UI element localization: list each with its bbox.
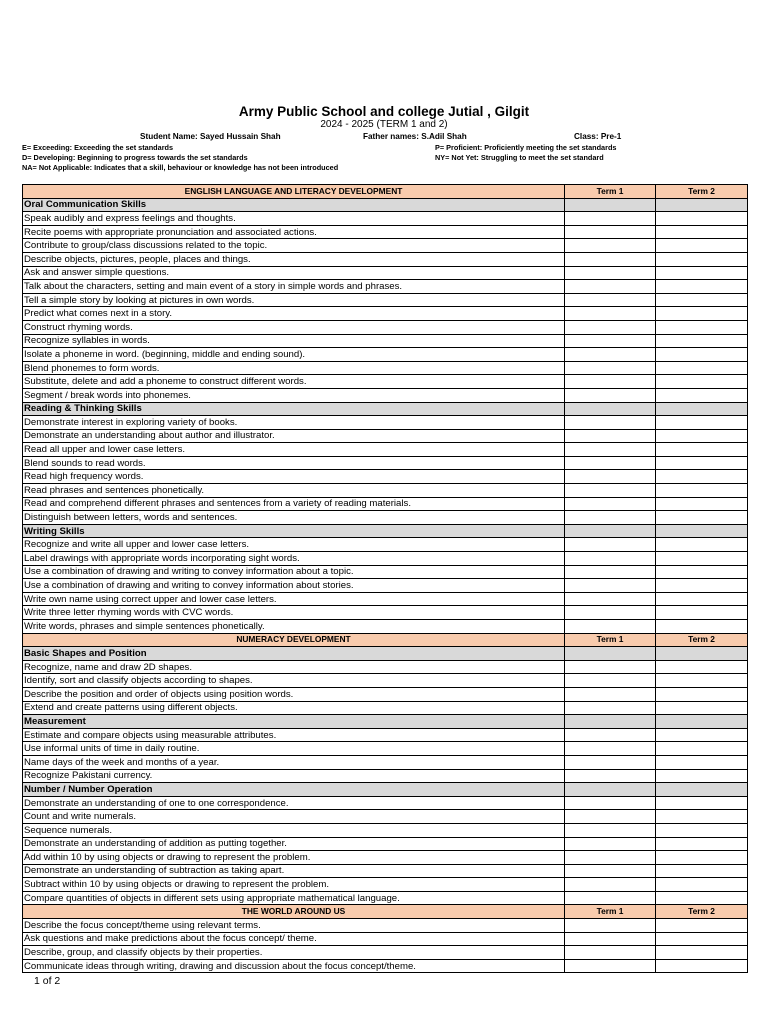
skill-row [23,484,748,498]
skill-description: Demonstrate an understanding of addition as putting together. [23,837,565,851]
skill-row [23,606,748,620]
term2-grade-cell [656,225,748,239]
term2-grade-cell [656,864,748,878]
skill-row [23,212,748,226]
skill-group-title: Oral Communication Skills [23,198,565,212]
section-title: NUMERACY DEVELOPMENT [23,633,565,647]
school-title: Army Public School and college Jutial , Gilgit [238,104,530,119]
term2-grade-cell [656,959,748,973]
legend-not-yet: NY= Not Yet: Struggling to meet the set standard [435,153,604,162]
term2-grade-cell [656,266,748,280]
term1-grade-cell [565,959,656,973]
skill-row [23,592,748,606]
term2-grade-cell [656,239,748,253]
skill-description: Estimate and compare objects using measurable attributes. [23,728,565,742]
skill-description: Recite poems with appropriate pronunciation and associated actions. [23,225,565,239]
skill-description: Describe the position and order of objects using position words. [23,687,565,701]
term1-header: Term 1 [565,905,656,919]
term2-grade-cell [656,769,748,783]
term1-grade-cell [565,511,656,525]
skill-row [23,293,748,307]
term2-grade-cell [656,579,748,593]
term1-grade-cell [565,348,656,362]
term1-grade-cell [565,375,656,389]
term2-grade-cell [656,497,748,511]
skill-row [23,878,748,892]
term2-grade-cell [656,320,748,334]
skill-row [23,919,748,933]
term1-cell [565,647,656,661]
term1-grade-cell [565,388,656,402]
term1-grade-cell [565,484,656,498]
skill-description: Describe the focus concept/theme using relevant terms. [23,919,565,933]
term1-cell [565,715,656,729]
skill-row [23,320,748,334]
term2-grade-cell [656,592,748,606]
term1-grade-cell [565,728,656,742]
skill-row [23,620,748,634]
term2-grade-cell [656,348,748,362]
skill-description: Blend sounds to read words. [23,456,565,470]
term2-grade-cell [656,837,748,851]
skill-description: Predict what comes next in a story. [23,307,565,321]
term2-grade-cell [656,891,748,905]
term2-grade-cell [656,252,748,266]
term2-grade-cell [656,606,748,620]
term1-cell [565,783,656,797]
skill-row [23,361,748,375]
term1-grade-cell [565,769,656,783]
skill-row [23,334,748,348]
term2-grade-cell [656,851,748,865]
section-title: ENGLISH LANGUAGE AND LITERACY DEVELOPMENT [23,185,565,199]
term2-grade-cell [656,388,748,402]
term2-grade-cell [656,334,748,348]
term1-grade-cell [565,810,656,824]
skill-group-row [23,402,748,416]
term1-grade-cell [565,225,656,239]
term1-header: Term 1 [565,633,656,647]
skill-description: Use a combination of drawing and writing to convey information about stories. [23,579,565,593]
term1-grade-cell [565,660,656,674]
term1-header: Term 1 [565,185,656,199]
skill-description: Distinguish between letters, words and sentences. [23,511,565,525]
skill-row [23,225,748,239]
term1-grade-cell [565,891,656,905]
skill-description: Name days of the week and months of a year. [23,755,565,769]
term1-grade-cell [565,565,656,579]
term1-grade-cell [565,674,656,688]
skill-row [23,266,748,280]
term1-grade-cell [565,755,656,769]
skill-row [23,307,748,321]
term2-grade-cell [656,742,748,756]
term1-grade-cell [565,620,656,634]
term2-grade-cell [656,687,748,701]
term1-grade-cell [565,443,656,457]
skill-description: Write three letter rhyming words with CVC words. [23,606,565,620]
skill-row [23,252,748,266]
term2-grade-cell [656,212,748,226]
skill-description: Demonstrate interest in exploring variety of books. [23,416,565,430]
term2-grade-cell [656,946,748,960]
term1-grade-cell [565,878,656,892]
term2-grade-cell [656,796,748,810]
skill-row [23,837,748,851]
skill-group-title: Reading & Thinking Skills [23,402,565,416]
skill-row [23,755,748,769]
term1-grade-cell [565,687,656,701]
skill-row [23,416,748,430]
term1-grade-cell [565,538,656,552]
skill-row [23,701,748,715]
skill-row [23,443,748,457]
term2-header: Term 2 [656,633,748,647]
skill-row [23,728,748,742]
skill-group-title: Writing Skills [23,524,565,538]
skill-description: Recognize, name and draw 2D shapes. [23,660,565,674]
term2-cell [656,198,748,212]
skill-group-row [23,524,748,538]
skill-description: Read all upper and lower case letters. [23,443,565,457]
skill-row [23,796,748,810]
term2-header: Term 2 [656,185,748,199]
skill-description: Demonstrate an understanding of one to one correspondence. [23,796,565,810]
skill-row [23,375,748,389]
skill-row [23,891,748,905]
skill-description: Write own name using correct upper and lower case letters. [23,592,565,606]
term1-grade-cell [565,252,656,266]
legend-proficient: P= Proficient: Proficiently meeting the set standards [435,143,617,152]
term1-grade-cell [565,932,656,946]
term2-grade-cell [656,728,748,742]
skill-row [23,769,748,783]
term1-cell [565,524,656,538]
page-number: 1 of 2 [34,975,61,987]
term1-grade-cell [565,579,656,593]
father-name: Father names: S.Adil Shah [363,132,467,141]
term2-grade-cell [656,443,748,457]
term1-grade-cell [565,429,656,443]
skill-description: Communicate ideas through writing, drawing and discussion about the focus concept/theme. [23,959,565,973]
term1-grade-cell [565,280,656,294]
skill-description: Read and comprehend different phrases and sentences from a variety of reading materials. [23,497,565,511]
skill-description: Count and write numerals. [23,810,565,824]
term1-grade-cell [565,552,656,566]
term1-grade-cell [565,837,656,851]
section-header-row [23,185,748,199]
term2-grade-cell [656,660,748,674]
term2-grade-cell [656,375,748,389]
skill-description: Use informal units of time in daily routine. [23,742,565,756]
term1-cell [565,198,656,212]
skill-row [23,959,748,973]
skill-row [23,552,748,566]
skill-row [23,239,748,253]
session-label: 2024 - 2025 (TERM 1 and 2) [320,119,448,130]
skill-description: Compare quantities of objects in different sets using appropriate mathematical language. [23,891,565,905]
skill-description: Blend phonemes to form words. [23,361,565,375]
class-label: Class: Pre-1 [574,132,622,141]
skill-description: Recognize syllables in words. [23,334,565,348]
skill-description: Use a combination of drawing and writing to convey information about a topic. [23,565,565,579]
skill-description: Extend and create patterns using different objects. [23,701,565,715]
term2-grade-cell [656,429,748,443]
term1-grade-cell [565,239,656,253]
term2-grade-cell [656,919,748,933]
term2-grade-cell [656,416,748,430]
skill-row [23,538,748,552]
skill-description: Substitute, delete and add a phoneme to construct different words. [23,375,565,389]
term1-grade-cell [565,823,656,837]
term2-cell [656,647,748,661]
skill-description: Describe, group, and classify objects by their properties. [23,946,565,960]
skill-description: Recognize and write all upper and lower case letters. [23,538,565,552]
skill-group-title: Basic Shapes and Position [23,647,565,661]
term2-cell [656,524,748,538]
skill-description: Demonstrate an understanding of subtraction as taking apart. [23,864,565,878]
term1-grade-cell [565,606,656,620]
term1-grade-cell [565,497,656,511]
skill-group-row [23,715,748,729]
term2-cell [656,402,748,416]
skill-row [23,565,748,579]
skill-description: Describe objects, pictures, people, places and things. [23,252,565,266]
skill-row [23,497,748,511]
skill-description: Ask questions and make predictions about the focus concept/ theme. [23,932,565,946]
term1-grade-cell [565,293,656,307]
term2-grade-cell [656,552,748,566]
skill-group-row [23,783,748,797]
skill-description: Construct rhyming words. [23,320,565,334]
skill-row [23,946,748,960]
term2-cell [656,783,748,797]
skill-description: Segment / break words into phonemes. [23,388,565,402]
term2-grade-cell [656,755,748,769]
term1-grade-cell [565,334,656,348]
term1-grade-cell [565,470,656,484]
skill-description: Talk about the characters, setting and main event of a story in simple words and phrases. [23,280,565,294]
legend-not-applicable: NA= Not Applicable: Indicates that a skill, behaviour or knowledge has not been introduced [22,163,339,172]
skill-row [23,674,748,688]
skill-description: Add within 10 by using objects or drawing to represent the problem. [23,851,565,865]
skill-description: Write words, phrases and simple sentences phonetically. [23,620,565,634]
skill-group-row [23,647,748,661]
section-title: THE WORLD AROUND US [23,905,565,919]
term1-cell [565,402,656,416]
skill-description: Isolate a phoneme in word. (beginning, middle and ending sound). [23,348,565,362]
skill-row [23,280,748,294]
skill-description: Contribute to group/class discussions related to the topic. [23,239,565,253]
term2-grade-cell [656,810,748,824]
term2-grade-cell [656,823,748,837]
term2-grade-cell [656,620,748,634]
term2-grade-cell [656,484,748,498]
term1-grade-cell [565,416,656,430]
skill-group-title: Number / Number Operation [23,783,565,797]
skill-row [23,429,748,443]
term1-grade-cell [565,320,656,334]
skill-row [23,864,748,878]
skill-row [23,823,748,837]
term1-grade-cell [565,592,656,606]
skill-row [23,456,748,470]
skill-row [23,388,748,402]
skill-description: Ask and answer simple questions. [23,266,565,280]
term2-grade-cell [656,565,748,579]
term1-grade-cell [565,361,656,375]
term1-grade-cell [565,456,656,470]
term2-cell [656,715,748,729]
term1-grade-cell [565,864,656,878]
term2-grade-cell [656,674,748,688]
skill-row [23,660,748,674]
term1-grade-cell [565,307,656,321]
term1-grade-cell [565,212,656,226]
skill-row [23,687,748,701]
term1-grade-cell [565,919,656,933]
skill-row [23,579,748,593]
term2-grade-cell [656,361,748,375]
term1-grade-cell [565,701,656,715]
skill-description: Read high frequency words. [23,470,565,484]
skill-row [23,511,748,525]
term2-grade-cell [656,280,748,294]
section-header-row [23,905,748,919]
legend-developing: D= Developing: Beginning to progress towards the set standards [22,153,248,162]
section-header-row [23,633,748,647]
student-name: Student Name: Sayed Hussain Shah [140,132,281,141]
term2-grade-cell [656,293,748,307]
skill-description: Subtract within 10 by using objects or drawing to represent the problem. [23,878,565,892]
term2-grade-cell [656,701,748,715]
skill-row [23,470,748,484]
term1-grade-cell [565,796,656,810]
term2-grade-cell [656,456,748,470]
term2-header: Term 2 [656,905,748,919]
skill-description: Recognize Pakistani currency. [23,769,565,783]
skill-row [23,348,748,362]
term2-grade-cell [656,470,748,484]
legend-exceeding: E= Exceeding: Exceeding the set standards [22,143,174,152]
term2-grade-cell [656,878,748,892]
term1-grade-cell [565,851,656,865]
skill-description: Speak audibly and express feelings and thoughts. [23,212,565,226]
term2-grade-cell [656,307,748,321]
term1-grade-cell [565,266,656,280]
skill-row [23,742,748,756]
assessment-table [22,184,748,973]
skill-description: Label drawings with appropriate words incorporating sight words. [23,552,565,566]
skill-description: Sequence numerals. [23,823,565,837]
skill-description: Demonstrate an understanding about author and illustrator. [23,429,565,443]
skill-row [23,932,748,946]
term1-grade-cell [565,742,656,756]
term2-grade-cell [656,538,748,552]
skill-row [23,810,748,824]
term1-grade-cell [565,946,656,960]
skill-description: Read phrases and sentences phonetically. [23,484,565,498]
term2-grade-cell [656,932,748,946]
skill-row [23,851,748,865]
term2-grade-cell [656,511,748,525]
skill-group-row [23,198,748,212]
skill-description: Identify, sort and classify objects according to shapes. [23,674,565,688]
skill-group-title: Measurement [23,715,565,729]
skill-description: Tell a simple story by looking at pictures in own words. [23,293,565,307]
